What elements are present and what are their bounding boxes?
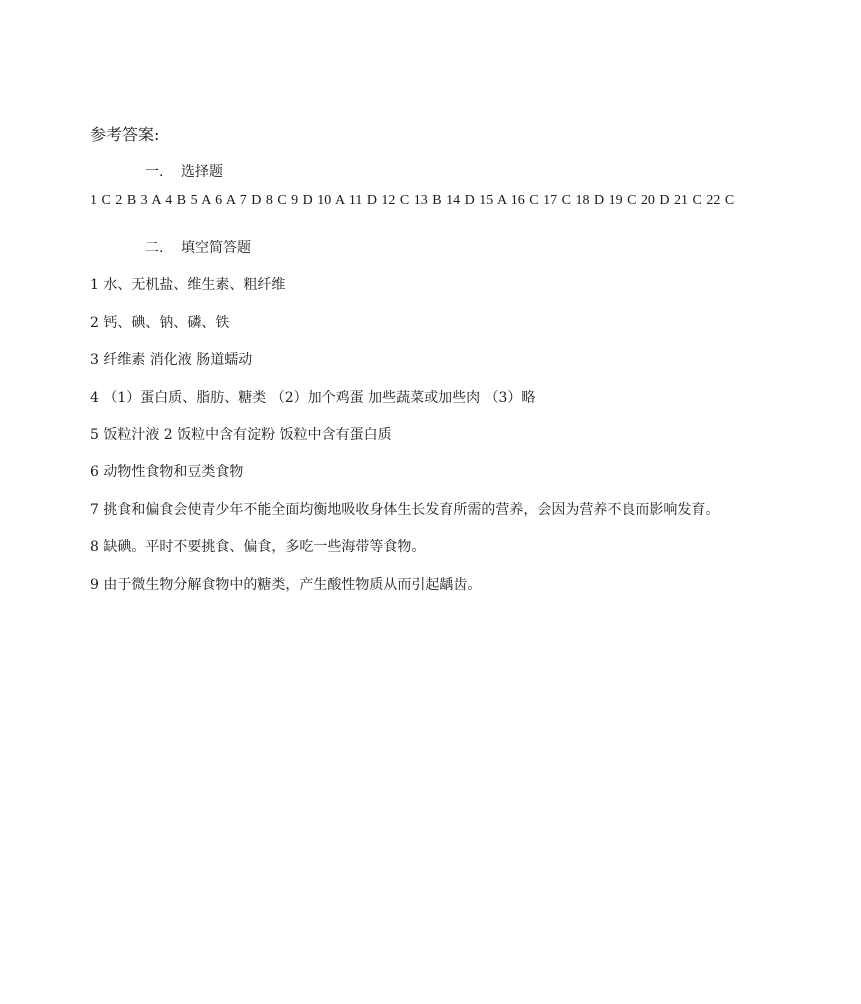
answer-item: 5 饭粒汁液 2 饭粒中含有淀粉 饭粒中含有蛋白质 [90,427,392,443]
section-title: 填空简答题 [181,240,251,256]
answer-item: 3 纤维素 消化液 肠道蠕动 [90,352,253,368]
answer-item: 9 由于微生物分解食物中的糖类，产生酸性物质从而引起龋齿。 [90,577,482,593]
answer-item: 7 挑食和偏食会使青少年不能全面均衡地吸收身体生长发育所需的营养，会因为营养不良而影响发育。 [90,502,720,518]
section-title: 选择题 [181,164,223,180]
answer-item: 8 缺碘。平时不要挑食、偏食，多吃一些海带等食物。 [90,539,426,555]
page-title: 参考答案: [90,125,160,144]
multiple-choice-answers: 1 C 2 B 3 A 4 B 5 A 6 A 7 D 8 C 9 D 10 A 11 D 12 C 13 B 14 D 15 A 16 C 17 C 18 D 19 C 20 D 21 C 22 C [90,193,735,208]
section-number: 二. [145,240,164,256]
section-heading-multiple-choice [145,162,223,182]
answer-item: 2 钙、碘、钠、磷、铁 [90,315,230,331]
section-number: 一. [145,164,164,180]
answer-item: 4 （1）蛋白质、脂肪、糖类 （2）加个鸡蛋 加些蔬菜或加些肉 （3）略 [90,390,536,406]
section-heading-short-answer [145,238,251,258]
answer-item: 1 水、无机盐、维生素、粗纤维 [90,277,286,293]
answer-item: 6 动物性食物和豆类食物 [90,464,244,480]
